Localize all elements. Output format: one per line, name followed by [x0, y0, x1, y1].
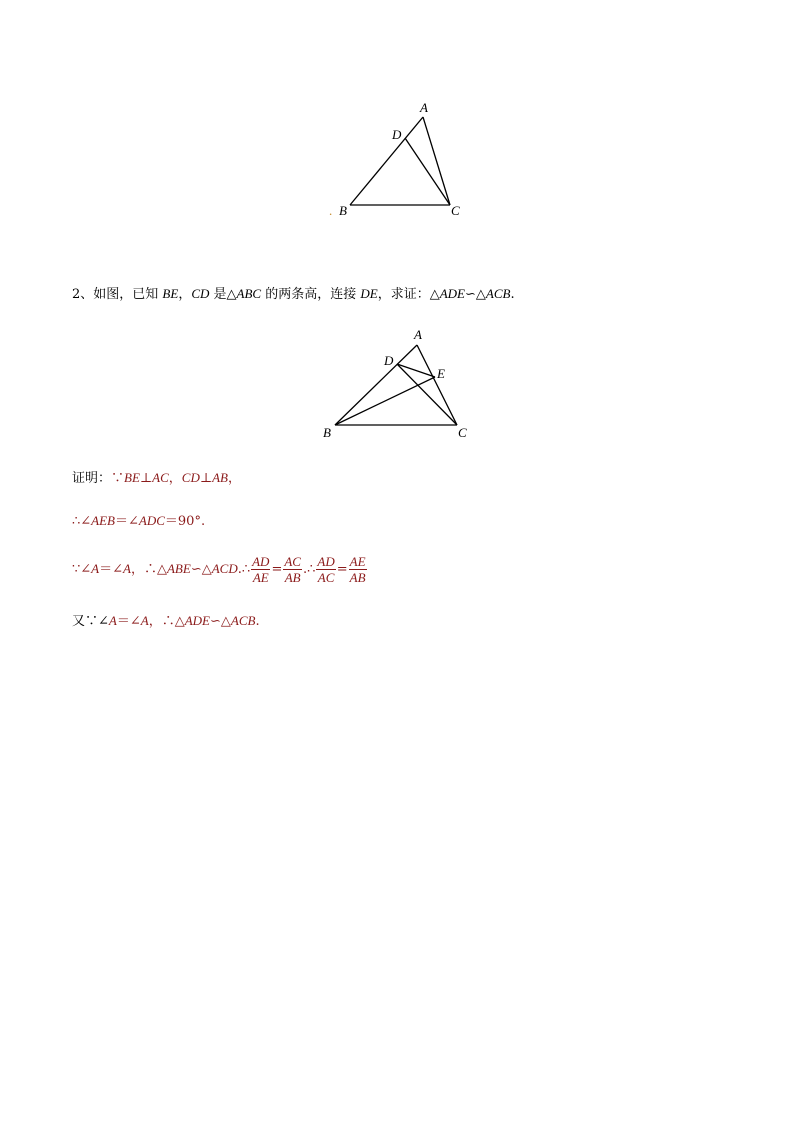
also-because-angle: 又∵∠ [72, 614, 109, 629]
problem-acb: ACB [485, 286, 511, 301]
proof-comma: ， [168, 471, 182, 486]
label-E: E [437, 366, 445, 381]
proof-line-1 [72, 469, 241, 488]
because-angle: ∵∠ [72, 562, 92, 577]
triangle-ade: ADE [184, 613, 210, 628]
proof-ac: AC [152, 470, 169, 485]
problem-text-2: ， [178, 287, 192, 302]
equals-angle: ＝∠ [99, 562, 124, 577]
proof-comma: ， [227, 471, 241, 486]
proof-label: 证明： [72, 471, 112, 486]
triangle-acb: ACB [230, 613, 256, 628]
therefore-angle: ∴∠ [72, 514, 92, 529]
therefore-triangle: ，∴△ [148, 614, 185, 629]
problem-be: BE [162, 286, 179, 301]
similar-triangle: ∽△ [190, 562, 212, 577]
period-therefore: .∴ [237, 562, 251, 577]
perp-symbol: ⊥ [199, 471, 213, 486]
problem-text-4: 的两条高，连接 [261, 287, 361, 302]
fraction-numerator: AD [317, 554, 335, 569]
segment-BE [335, 377, 435, 425]
proof-cd: CD [181, 470, 200, 485]
problem-cd: CD [191, 286, 210, 301]
figure-2-svg [315, 325, 485, 450]
proof-line-4 [72, 612, 260, 631]
angle-aeb: AEB [91, 513, 115, 528]
equals-sign: = [336, 561, 348, 577]
proof-line-3 [72, 553, 368, 586]
angle-a: A [123, 561, 131, 576]
period-therefore: .∴ [302, 562, 316, 577]
label-D: D [392, 127, 402, 142]
segment-AC [423, 117, 450, 205]
problem-statement [72, 285, 515, 304]
label-C: C [458, 425, 467, 440]
therefore-triangle: ，∴△ [130, 562, 167, 577]
proof-line-2 [72, 512, 205, 531]
proof-ab: AB [212, 470, 228, 485]
proof-be: BE [124, 470, 140, 485]
equals-sign: = [271, 561, 283, 577]
equals-angle: ＝∠ [115, 514, 139, 529]
figure-2-triangle [315, 325, 485, 450]
proof-period: . [255, 614, 260, 629]
fraction-numerator: AC [284, 554, 301, 569]
angle-value: ＝90°. [164, 514, 206, 529]
fraction-denominator: AB [349, 570, 366, 585]
fraction-numerator: AE [349, 554, 366, 569]
problem-number: 2、 [72, 287, 94, 302]
segment-AC [417, 345, 457, 425]
problem-sim: ∽ [464, 287, 476, 302]
fraction-ae-ab [349, 554, 367, 585]
because-symbol: ∵ [111, 471, 125, 486]
problem-de: DE [360, 286, 378, 301]
label-B: B [323, 425, 331, 440]
fraction-denominator: AB [284, 570, 301, 585]
label-A: A [414, 327, 422, 342]
similar-triangle: ∽△ [210, 614, 231, 629]
segment-DC [405, 138, 450, 205]
label-A: A [420, 100, 428, 115]
problem-text-5: ，求证：△ [377, 287, 440, 302]
fraction-ad-ae [251, 554, 270, 585]
figure-1-svg [320, 95, 480, 225]
segment-AB [350, 117, 423, 205]
problem-text-1: 如图，已知 [93, 287, 163, 302]
label-D: D [384, 353, 394, 368]
problem-ade: ADE [439, 286, 465, 301]
fraction-ad-ac [316, 554, 335, 585]
problem-abc: ABC [236, 286, 262, 301]
triangle-abe: ABE [166, 561, 191, 576]
angle-a: A [108, 613, 117, 628]
problem-tri: △ [475, 287, 486, 302]
angle-adc: ADC [138, 513, 165, 528]
fraction-numerator: AD [252, 554, 270, 569]
fraction-ac-ab [283, 554, 302, 585]
perp-symbol: ⊥ [139, 471, 153, 486]
figure-1-triangle [320, 95, 480, 225]
angle-a: A [91, 561, 100, 576]
triangle-acd: ACD [211, 561, 238, 576]
segment-AB [335, 345, 417, 425]
problem-period: . [510, 287, 515, 302]
equals-angle: ＝∠ [116, 614, 141, 629]
segment-CD [397, 364, 457, 425]
angle-a: A [140, 613, 149, 628]
stray-mark: . [329, 203, 333, 218]
fraction-denominator: AE [252, 570, 269, 585]
label-C: C [451, 203, 460, 218]
label-B: B [339, 203, 347, 218]
fraction-denominator: AC [317, 570, 335, 585]
problem-text-3: 是△ [209, 287, 237, 302]
